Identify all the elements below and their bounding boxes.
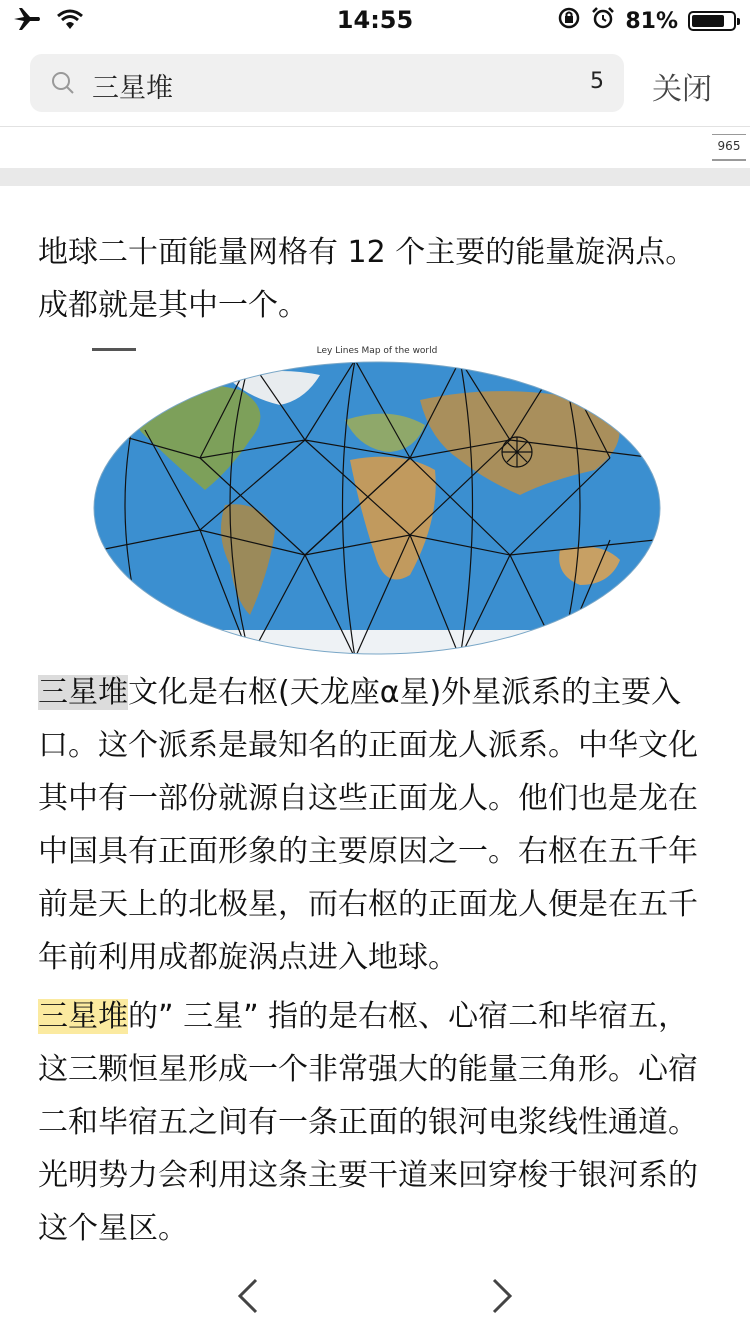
previous-match-button[interactable] <box>230 1276 270 1316</box>
find-in-page-bar[interactable] <box>30 54 624 112</box>
battery-icon <box>688 11 736 31</box>
paragraph-2 <box>38 666 714 984</box>
status-time: 14:55 <box>336 6 414 34</box>
page-number: 965 <box>712 134 746 161</box>
status-bar <box>0 0 750 40</box>
search-match: 三星堆 <box>38 999 128 1034</box>
paragraph-1: 地球二十面能量网格有 12 个主要的能量旋涡点。成都就是其中一个。 <box>38 235 696 323</box>
map-scale-mark <box>92 348 136 351</box>
section-separator <box>0 168 750 186</box>
map-title: Ley Lines Map of the world <box>316 346 438 356</box>
chevron-right-icon <box>480 1276 520 1316</box>
next-match-button[interactable] <box>480 1276 520 1316</box>
paragraph-3-text: 的” 三星” 指的是右枢、心宿二和毕宿五，这三颗恒星形成一个非常强大的能量三角形。心宿二和毕宿五之间有一条正面的银河电浆线性通道。光明势力会利用这条主要干道来回穿梭于银河系的这个星区。 <box>38 999 698 1246</box>
paragraph-2-text: 文化是右枢(天龙座α星)外星派系的主要入口。这个派系是最知名的正面龙人派系。中华文化其中有一部份就源自这些正面龙人。他们也是龙在中国具有正面形象的主要原因之一。右枢在五千年前是天上的北极星，而右枢的正面龙人便是在五千年前利用成都旋涡点进入地球。 <box>38 675 698 975</box>
battery-percent: 81% <box>625 8 678 34</box>
ley-lines-world-map-image <box>90 340 665 658</box>
search-icon <box>50 70 76 100</box>
rotation-lock-icon <box>557 6 581 36</box>
paragraph-3 <box>38 990 714 1255</box>
search-input[interactable]: 三星堆 <box>92 73 173 104</box>
divider <box>0 126 750 127</box>
chevron-left-icon <box>230 1276 270 1316</box>
match-count: 5 <box>590 69 604 94</box>
alarm-icon <box>591 6 615 36</box>
close-button[interactable]: 关闭 <box>652 64 712 108</box>
search-match-current: 三星堆 <box>38 675 128 710</box>
